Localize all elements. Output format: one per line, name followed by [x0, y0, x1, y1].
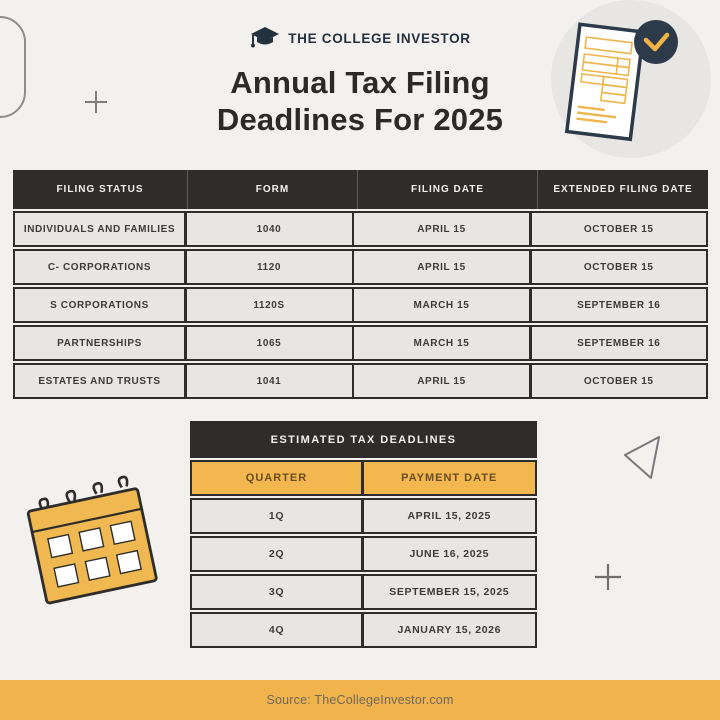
filing-deadlines-table [13, 170, 708, 399]
estimated-table-header-row [190, 460, 537, 496]
title-line-1: Annual Tax Filing [230, 65, 490, 100]
brand-logo [0, 26, 720, 50]
table-cell: OCTOBER 15 [532, 213, 707, 245]
table-cell: ESTATES AND TRUSTS [15, 365, 184, 397]
table-row [13, 363, 708, 399]
page-title [0, 64, 720, 138]
column-header-filing-status: FILING STATUS [56, 184, 144, 195]
table-cell: OCTOBER 15 [532, 251, 707, 283]
paper-plane-triangle-icon [617, 431, 673, 483]
source-footer [0, 680, 720, 720]
table-cell: 1120 [187, 251, 352, 283]
table-cell: 1040 [187, 213, 352, 245]
estimated-table-body [190, 498, 537, 648]
column-header-payment-date: PAYMENT DATE [364, 462, 536, 494]
filing-table-header-row [13, 170, 708, 209]
title-line-2: Deadlines For 2025 [216, 102, 504, 137]
graduation-cap-icon [249, 26, 279, 50]
table-cell: SEPTEMBER 15, 2025 [364, 576, 536, 608]
table-cell: 3Q [192, 576, 361, 608]
table-cell: JUNE 16, 2025 [364, 538, 536, 570]
table-row [13, 325, 708, 361]
table-cell: JANUARY 15, 2026 [364, 614, 536, 646]
table-cell: S CORPORATIONS [15, 289, 184, 321]
table-cell: 1120S [187, 289, 352, 321]
table-row [13, 211, 708, 247]
table-cell: APRIL 15 [354, 365, 529, 397]
table-cell: SEPTEMBER 16 [532, 289, 707, 321]
column-header-filing-date: FILING DATE [357, 170, 537, 209]
table-cell: OCTOBER 15 [532, 365, 707, 397]
table-cell: 1041 [187, 365, 352, 397]
brand-name: THE COLLEGE INVESTOR [288, 30, 471, 46]
table-row [190, 574, 537, 610]
table-cell: MARCH 15 [354, 327, 529, 359]
column-header-quarter: QUARTER [192, 462, 361, 494]
table-cell: 4Q [192, 614, 361, 646]
table-cell: MARCH 15 [354, 289, 529, 321]
estimated-table-title: ESTIMATED TAX DEADLINES [190, 421, 537, 458]
table-row [13, 287, 708, 323]
table-row [13, 249, 708, 285]
table-cell: 2Q [192, 538, 361, 570]
plus-icon [593, 562, 623, 592]
filing-table-body [13, 211, 708, 399]
column-header-extended-filing-date: EXTENDED FILING DATE [537, 170, 708, 209]
table-row [190, 612, 537, 648]
calendar-icon [17, 468, 165, 612]
table-cell: 1Q [192, 500, 361, 532]
estimated-tax-table [190, 421, 537, 648]
table-cell: C- CORPORATIONS [15, 251, 184, 283]
column-header-form: FORM [187, 170, 357, 209]
table-cell: INDIVIDUALS AND FAMILIES [15, 213, 184, 245]
table-cell: PARTNERSHIPS [15, 327, 184, 359]
table-row [190, 536, 537, 572]
table-cell: APRIL 15 [354, 251, 529, 283]
table-cell: SEPTEMBER 16 [532, 327, 707, 359]
source-text: Source: TheCollegeInvestor.com [266, 693, 454, 707]
table-cell: APRIL 15 [354, 213, 529, 245]
table-cell: APRIL 15, 2025 [364, 500, 536, 532]
table-cell: 1065 [187, 327, 352, 359]
table-row [190, 498, 537, 534]
